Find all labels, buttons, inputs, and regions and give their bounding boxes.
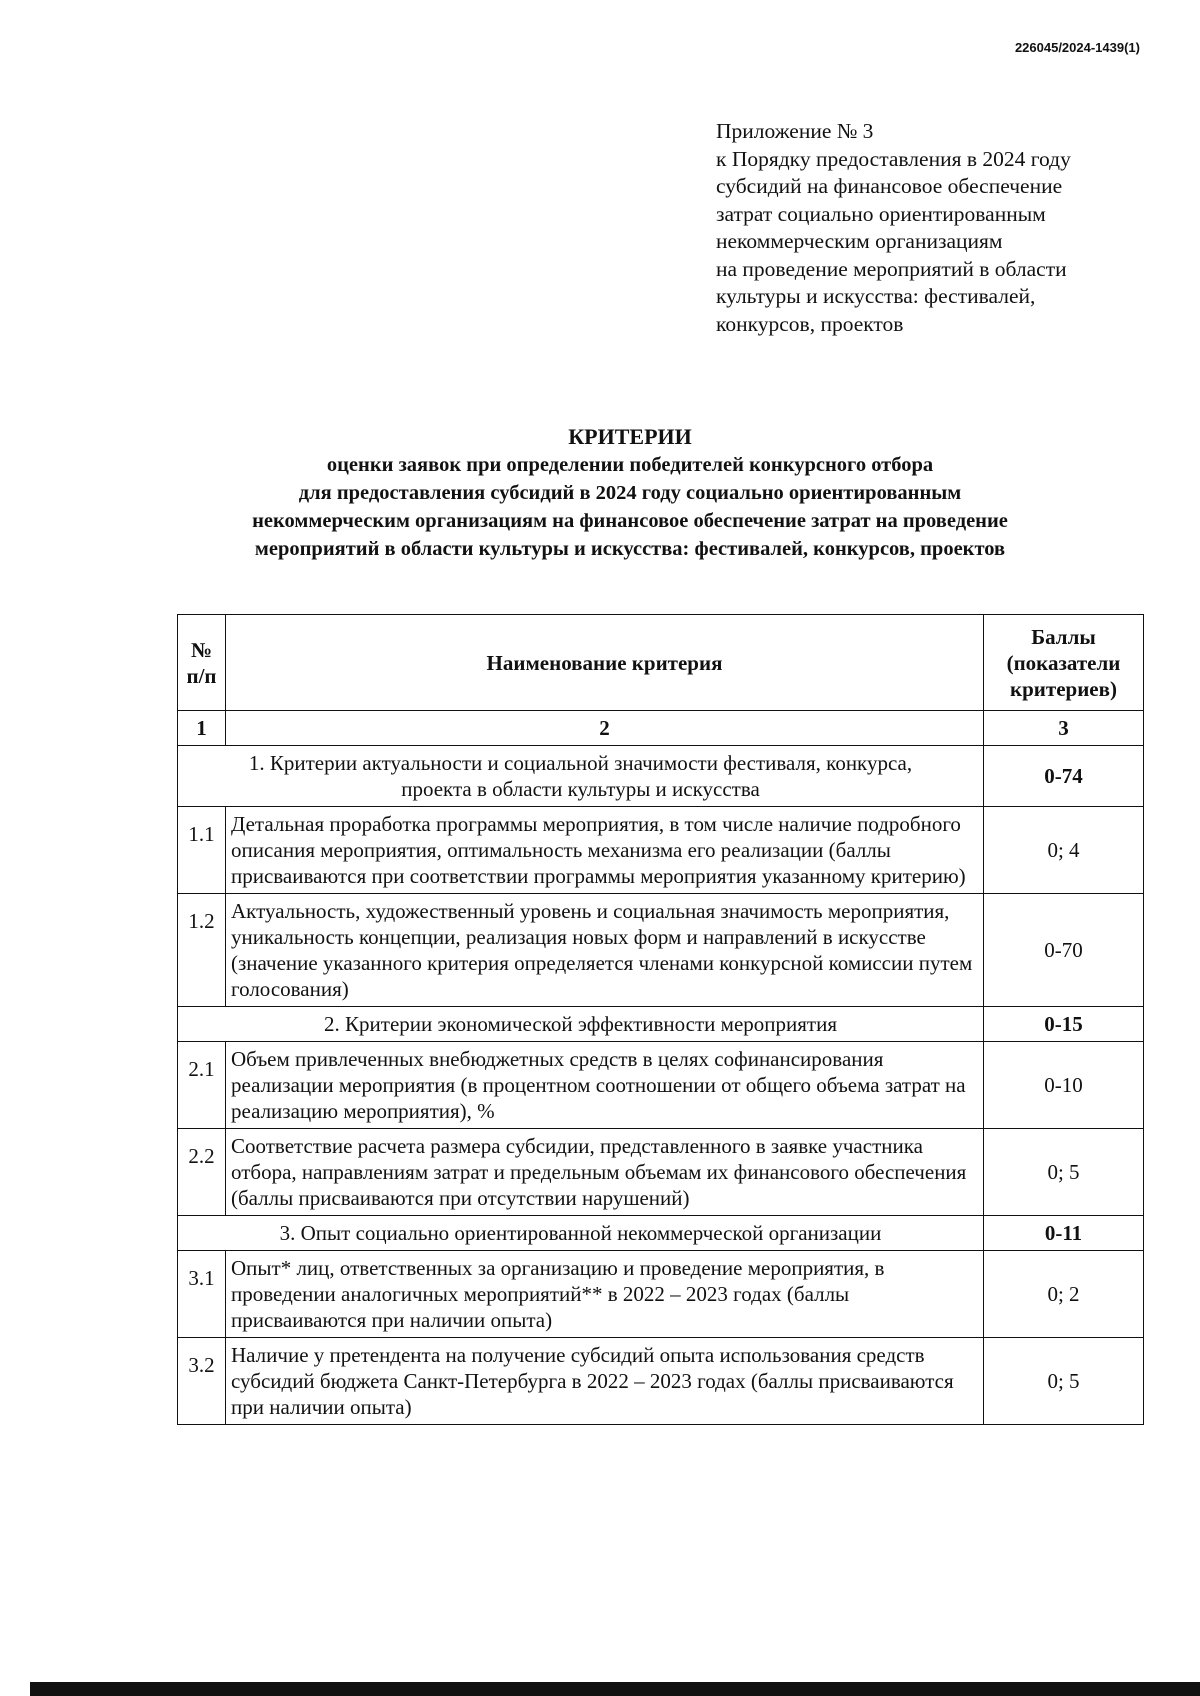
section-row (178, 1216, 1144, 1251)
document-id: 226045/2024-1439(1) (1014, 40, 1140, 55)
table-row (178, 1251, 1144, 1338)
section-title: 1. Критерии актуальности и социальной значимости фестиваля, конкурса, проекта в области культуры и искусства (178, 746, 984, 807)
criterion-number: 2.2 (178, 1129, 226, 1216)
appendix-line: культуры и искусства: фестивалей, (716, 284, 1036, 308)
criterion-text: Объем привлеченных внебюджетных средств в целях софинансирования реализации мероприятия (в процентном соотношении от общего объема затрат на реализацию мероприятия), % (226, 1042, 984, 1129)
criterion-text: Соответствие расчета размера субсидии, представленного в заявке участника отбора, направлениям затрат и предельным объемам их финансового обеспечения (баллы присваиваются при отсутствии нарушений) (226, 1129, 984, 1216)
heading-line: мероприятий в области культуры и искусства: фестивалей, конкурсов, проектов (254, 538, 1006, 560)
appendix-line: субсидий на финансовое обеспечение (716, 174, 1063, 198)
criterion-number: 3.1 (178, 1251, 226, 1338)
appendix-line: конкурсов, проектов (716, 311, 904, 336)
criterion-points: 0; 5 (984, 1338, 1144, 1425)
table-index-row (178, 711, 1144, 746)
scan-edge-bar (30, 1682, 1200, 1696)
criterion-text: Наличие у претендента на получение субсидий опыта использования средств субсидий бюджета Санкт-Петербурга в 2022 – 2023 годах (баллы присваиваются при наличии опыта) (226, 1338, 984, 1425)
section-row (178, 746, 1144, 807)
criterion-points: 0; 4 (984, 807, 1144, 894)
index-cell: 1 (178, 711, 226, 746)
criterion-number: 1.2 (178, 894, 226, 1007)
criterion-text: Актуальность, художественный уровень и социальная значимость мероприятия, уникальность концепции, реализация новых форм и направлений в искусстве (значение указанного критерия определяется членами конкурсной комиссии путем голосования) (226, 894, 984, 1007)
header-points: Баллы (показатели критериев) (984, 615, 1144, 711)
section-points: 0-15 (984, 1007, 1144, 1042)
criterion-points: 0; 2 (984, 1251, 1144, 1338)
criterion-points: 0; 5 (984, 1129, 1144, 1216)
document-title: КРИТЕРИИ (568, 424, 692, 449)
header-criterion-name: Наименование критерия (226, 615, 984, 711)
header-number: № п/п (178, 615, 226, 711)
heading-line: для предоставления субсидий в 2024 году социально ориентированным (298, 482, 962, 504)
appendix-reference (716, 118, 1156, 338)
appendix-line: некоммерческим организациям (716, 229, 1003, 253)
table-row (178, 1042, 1144, 1129)
appendix-line: на проведение мероприятий в области (716, 256, 1067, 281)
index-cell: 2 (226, 711, 984, 746)
heading-line: оценки заявок при определении победителей конкурсного отбора (326, 454, 934, 476)
criterion-points: 0-10 (984, 1042, 1144, 1129)
table-row (178, 1338, 1144, 1425)
criterion-number: 1.1 (178, 807, 226, 894)
criterion-points: 0-70 (984, 894, 1144, 1007)
appendix-line: Приложение № 3 (716, 119, 874, 143)
criterion-number: 2.1 (178, 1042, 226, 1129)
table-header-row (178, 615, 1144, 711)
criterion-number: 3.2 (178, 1338, 226, 1425)
section-row (178, 1007, 1144, 1042)
criterion-text: Опыт* лиц, ответственных за организацию и проведение мероприятия, в проведении аналогичных мероприятий** в 2022 – 2023 годах (баллы присваиваются при наличии опыта) (226, 1251, 984, 1338)
section-title: 3. Опыт социально ориентированной некоммерческой организации (178, 1216, 984, 1251)
criteria-table (177, 614, 1144, 1425)
table-row (178, 894, 1144, 1007)
criterion-text: Детальная проработка программы мероприятия, в том числе наличие подробного описания мероприятия, оптимальность механизма его реализации (баллы присваиваются при соответствии программы мероприятия указанному критерию) (226, 807, 984, 894)
index-cell: 3 (984, 711, 1144, 746)
document-heading (150, 423, 1110, 563)
table-row (178, 807, 1144, 894)
appendix-line: затрат социально ориентированным (716, 201, 1046, 226)
section-title: 2. Критерии экономической эффективности мероприятия (178, 1007, 984, 1042)
section-points: 0-11 (984, 1216, 1144, 1251)
appendix-line: к Порядку предоставления в 2024 году (716, 146, 1071, 171)
table-row (178, 1129, 1144, 1216)
section-points: 0-74 (984, 746, 1144, 807)
heading-line: некоммерческим организациям на финансовое обеспечение затрат на проведение (252, 510, 1008, 532)
